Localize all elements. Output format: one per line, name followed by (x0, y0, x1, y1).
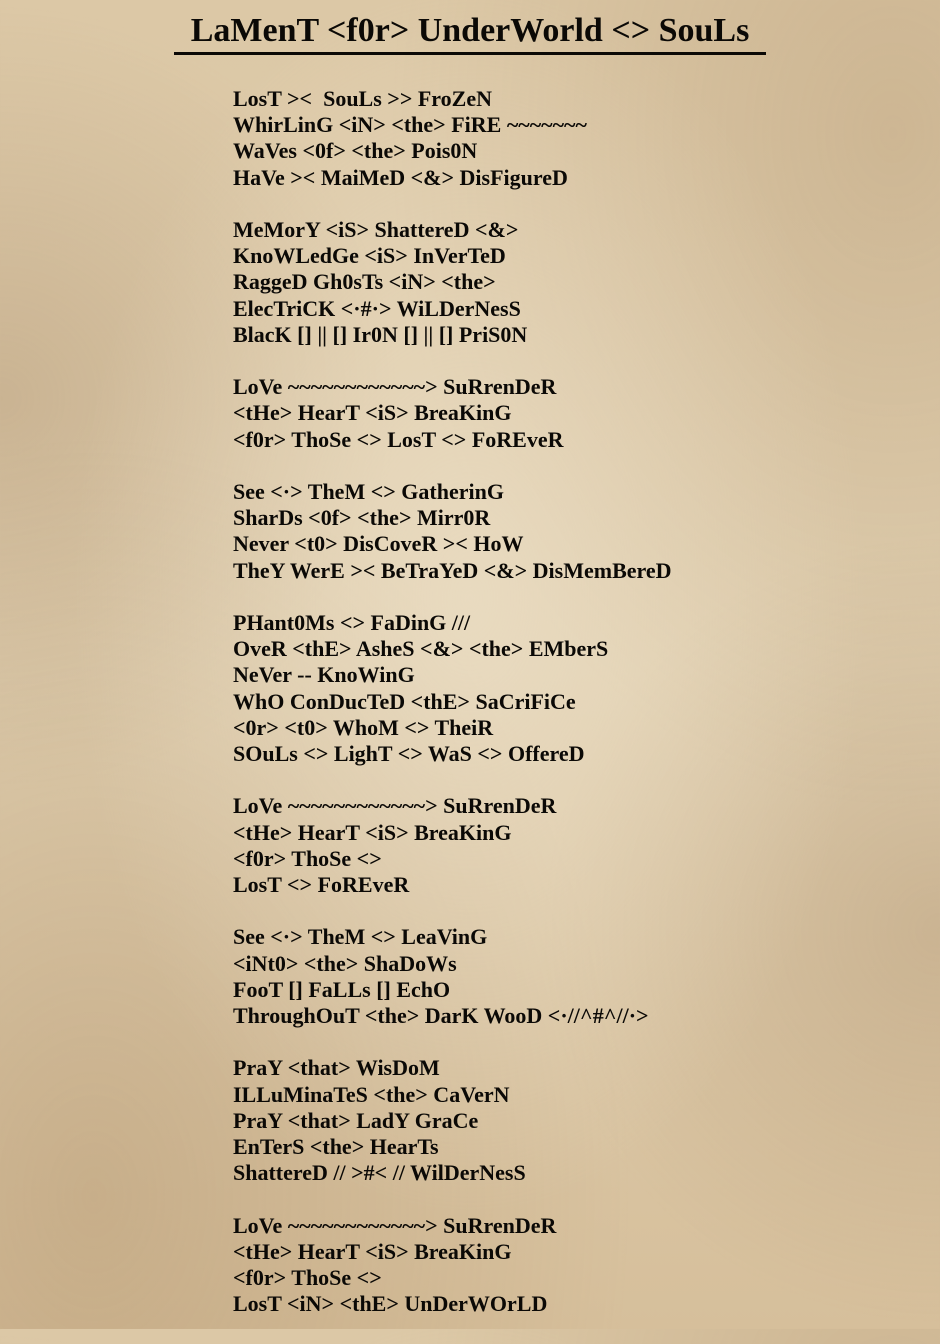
poem-line: Never <t0> DisCoveR >< HoW (233, 531, 524, 557)
poem-line: SharDs <0f> <the> Mirr0R (233, 505, 491, 531)
poem-line: <f0r> ThoSe <> (233, 845, 382, 871)
poem-line: NeVer -- KnoWinG (233, 662, 415, 688)
poem-line: LosT <iN> <thE> UnDerWOrLD (233, 1291, 548, 1317)
poem-line: <f0r> ThoSe <> LosT <> FoREveR (233, 426, 564, 452)
poem-line: LosT <> FoREveR (233, 872, 410, 898)
poem-line: ThroughOuT <the> DarK WooD <·//^#^//·> (233, 1003, 649, 1029)
poem-line: See <·> TheM <> GatherinG (233, 479, 504, 504)
stanza (233, 1055, 672, 1186)
poem-line: LoVe ~~~~~~~~~~~~> SuRrenDeR (233, 1212, 557, 1238)
poem-body (233, 86, 672, 1344)
stanza (233, 479, 672, 584)
poem-line: ElecTriCK <·#·> WiLDerNesS (233, 295, 521, 321)
poem-line: <f0r> ThoSe <> (233, 1265, 382, 1291)
poem-line: WhO ConDucTeD <thE> SaCriFiCe (233, 688, 576, 714)
stanza (233, 924, 672, 1029)
poem-line: KnoWLedGe <iS> InVerTeD (233, 243, 506, 269)
poem-line: PHant0Ms <> FaDinG /// (233, 610, 471, 635)
poem-line: MeMorY <iS> ShattereD <&> (233, 217, 519, 242)
poem-line: LoVe ~~~~~~~~~~~~> SuRrenDeR (233, 374, 557, 400)
poem-line: <iNt0> <the> ShaDoWs (233, 950, 457, 976)
poem-line: SOuLs <> LighT <> WaS <> OffereD (233, 741, 585, 767)
poem-line: EnTerS <the> HearTs (233, 1134, 439, 1160)
poem-line: BlacK [] || [] Ir0N [] || [] PriS0N (233, 321, 528, 347)
poem-line: ShattereD // >#< // WilDerNesS (233, 1160, 526, 1186)
poem-line: TheY WerE >< BeTraYeD <&> DisMemBereD (233, 557, 672, 583)
poem-line: <tHe> HearT <iS> BreaKinG (233, 819, 512, 845)
poem-line: PraY <that> LadY GraCe (233, 1107, 479, 1133)
stanza (233, 1213, 672, 1318)
poem-line: WaVes <0f> <the> Pois0N (233, 138, 478, 164)
poem-line: WhirLinG <iN> <the> FiRE ~~~~~~~ (233, 112, 587, 138)
poem-line: See <·> TheM <> LeaVinG (233, 924, 488, 950)
poem-line: <tHe> HearT <iS> BreaKinG (233, 400, 512, 426)
poem-line: FooT [] FaLLs [] EchO (233, 976, 451, 1002)
poem-line: LoVe ~~~~~~~~~~~~> SuRrenDeR (233, 793, 557, 819)
poem-line: LosT >< SouLs >> FroZeN (233, 86, 492, 111)
poem-line: ILLuMinaTeS <the> CaVerN (233, 1081, 510, 1107)
stanza (233, 610, 672, 767)
poem-line: PraY <that> WisDoM (233, 1055, 440, 1081)
title-underline (174, 52, 766, 55)
stanza (233, 86, 672, 191)
poem-line: <0r> <t0> WhoM <> TheiR (233, 714, 494, 740)
poem-line: OveR <thE> AsheS <&> <the> EMberS (233, 636, 609, 662)
stanza (233, 793, 672, 898)
poem-line: RaggeD Gh0sTs <iN> <the> (233, 269, 496, 295)
poem-line: HaVe >< MaiMeD <&> DisFigureD (233, 164, 568, 190)
poem-title: LaMenT <f0r> UnderWorld <> SouLs (190, 12, 750, 49)
stanza (233, 374, 672, 453)
stanza (233, 217, 672, 348)
poem-line: <tHe> HearT <iS> BreaKinG (233, 1238, 512, 1264)
